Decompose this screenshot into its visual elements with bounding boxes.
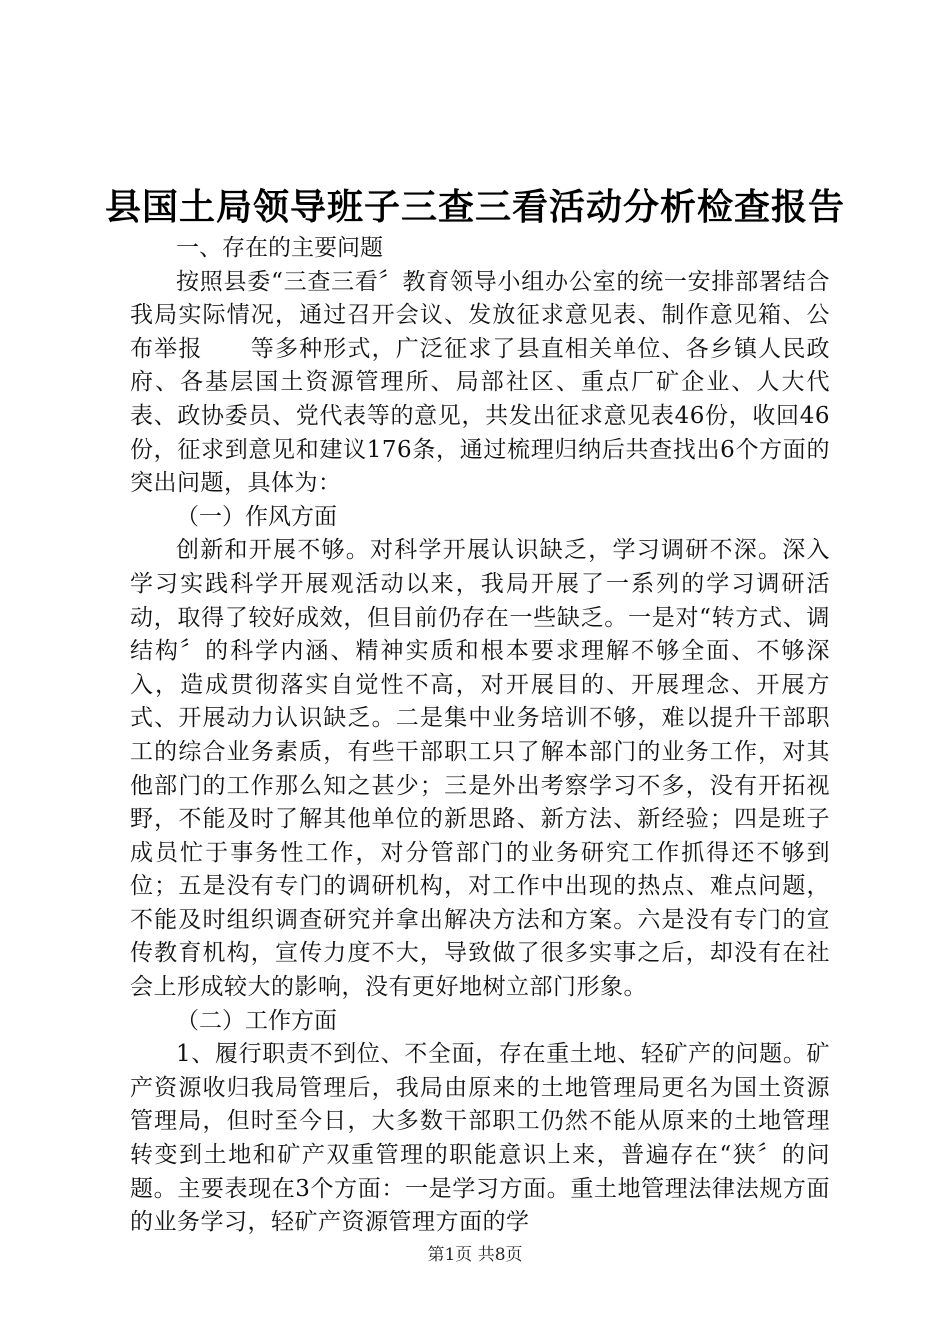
- document-title: 县国土局领导班子三查三看活动分析检查报告: [104, 186, 845, 228]
- subsection-heading-style: （一）作风方面: [176, 503, 337, 530]
- page-total: 共8页: [477, 1245, 523, 1265]
- page-number: 第1页: [427, 1245, 473, 1265]
- subsection-heading-work: （二）工作方面: [176, 1007, 337, 1034]
- paragraph-style: 创新和开展不够。对科学开展认识缺乏，学习调研不深。深入学习实践科学开展观活动以来，我局开展了一系列的学习调研活动，取得了较好成效，但目前仍存在一些缺乏。一是对“转方式、调结构〞的科学内涵、精神实质和根本要求理解不够全面、不够深入，造成贯彻落实自觉性不高，对开展目的、开展理念、开展方式、开展动力认识缺乏。二是集中业务培训不够，难以提升干部职工的综合业务素质，有些干部职工只了解本部门的业务工作，对其他部门的工作那么知之甚少；三是外出考察学习不多，没有开拓视野，不能及时了解其他单位的新思路、新方法、新经验；四是班子成员忙于事务性工作，对分管部门的业务研究工作抓得还不够到位；五是没有专门的调研机构，对工作中出现的热点、难点问题，不能及时组织调查研究并拿出解决方法和方案。六是没有专门的宣传教育机构，宣传力度不大，导致做了很多实事之后，却没有在社会上形成较大的影响，没有更好地树立部门形象。: [130, 537, 830, 1001]
- document-body: [130, 232, 830, 1240]
- paragraph-work: 1、履行职责不到位、不全面，存在重土地、轻矿产的问题。矿产资源收归我局管理后，我局由原来的土地管理局更名为国土资源管理局，但时至今日，大多数干部职工仍然不能从原来的土地管理转变到土地和矿产双重管理的职能意识上来，普遍存在“狭〞的问题。主要表现在3个方面：一是学习方面。重土地管理法律法规方面的业务学习，轻矿产资源管理方面的学: [130, 1041, 830, 1236]
- section-heading-main-problems: 一、存在的主要问题: [176, 235, 383, 261]
- paragraph-intro: 按照县委“三查三看〞教育领导小组办公室的统一安排部署结合我局实际情况，通过召开会议、发放征求意见表、制作意见箱、公布举报 等多种形式，广泛征求了县直相关单位、各乡镇人民政府、各基层国土资源管理所、局部社区、重点厂矿企业、人大代表、政协委员、党代表等的意见，共发出征求意见表46份，收回46份，征求到意见和建议176条，通过梳理归纳后共查找出6个方面的突出问题，具体为：: [130, 268, 830, 497]
- page-footer: [0, 1243, 950, 1267]
